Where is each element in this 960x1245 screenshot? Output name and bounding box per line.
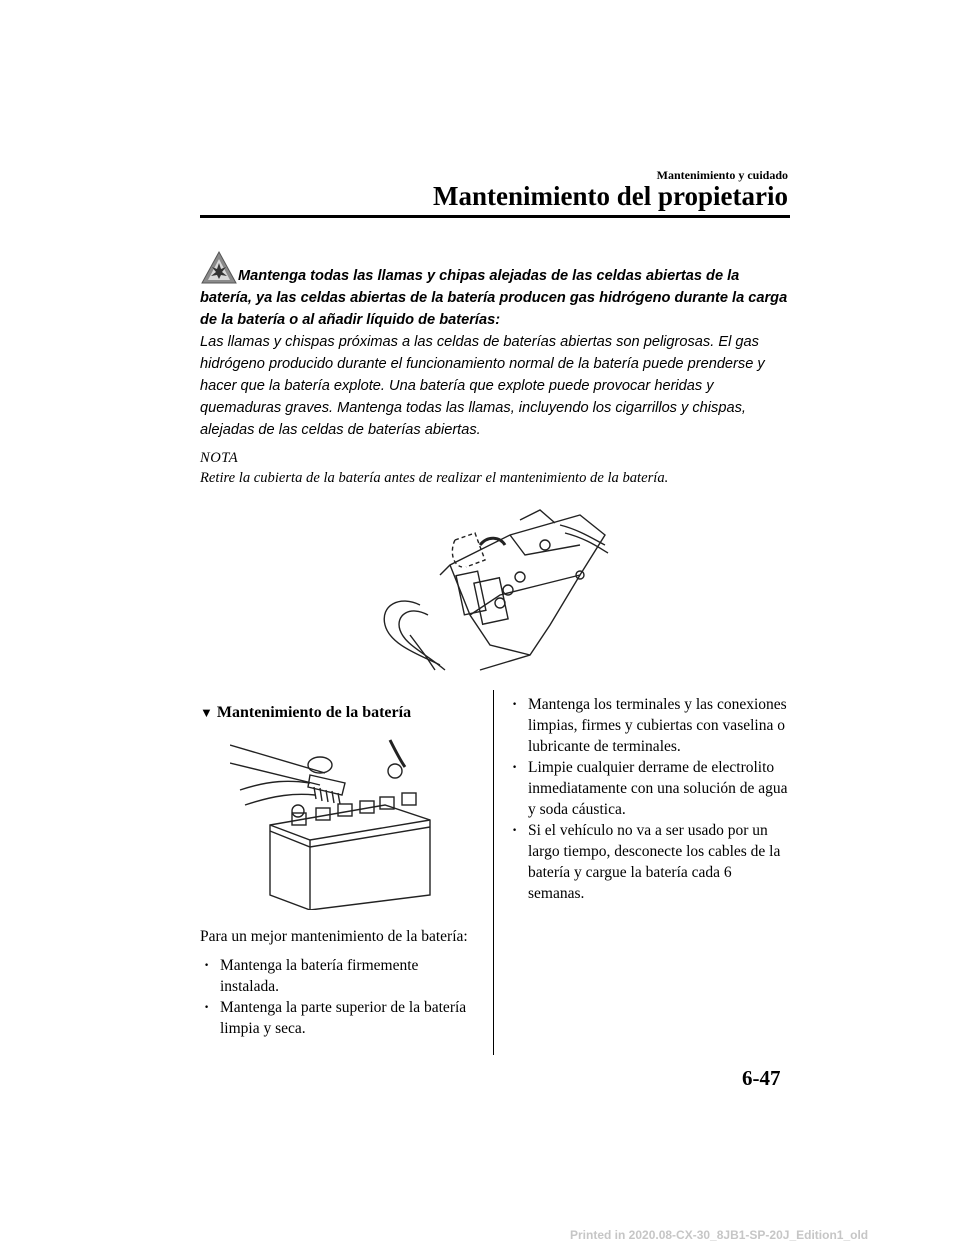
bullet-list-right xyxy=(510,694,790,904)
list-item-text: Limpie cualquier derrame de electrolito inmediatamente con una solución de agua y soda cáustica. xyxy=(528,759,788,818)
right-column xyxy=(510,694,790,904)
bullet-glyph: · xyxy=(512,822,518,839)
bullet-glyph: · xyxy=(204,999,210,1016)
section-marker: ▼ xyxy=(200,705,213,720)
running-header-section: Mantenimiento y cuidado xyxy=(656,168,788,182)
battery-cleaning-illustration xyxy=(230,735,445,910)
bullet-glyph: · xyxy=(512,759,518,776)
warning-title: Mantenga todas las llamas y chipas alejadas de las celdas abiertas de la batería, ya las celdas abiertas de la batería producen gas hidrógeno durante la carga de la batería o al añadir líquido de baterías: xyxy=(200,268,788,328)
column-divider xyxy=(493,690,494,1055)
section-heading-text: Mantenimiento de la batería xyxy=(216,704,412,721)
header-rule xyxy=(200,215,790,218)
explosion-hazard-icon xyxy=(200,250,238,286)
print-footer: Printed in 2020.08-CX-30_8JB1-SP-20J_Edition1_old xyxy=(570,1228,869,1242)
battery-cover-illustration xyxy=(380,505,610,675)
list-item-text: Mantenga la batería firmemente instalada. xyxy=(220,957,419,995)
bullet-list-left xyxy=(200,955,475,1039)
list-item xyxy=(200,955,475,997)
list-item xyxy=(200,997,475,1039)
bullet-glyph: · xyxy=(204,957,210,974)
list-item-text: Mantenga la parte superior de la batería limpia y seca. xyxy=(220,999,467,1037)
page-number: 6-47 xyxy=(742,1066,781,1090)
bullet-glyph: · xyxy=(512,696,518,713)
warning-body: Las llamas y chispas próximas a las celdas de baterías abiertas son peligrosas. El gas hidrógeno producido durante el funcionamiento normal de la batería puede prenderse y hacer que la batería explote. Una batería que explote puede provocar heridas y quemaduras graves. Mantenga todas las llamas, incluyendo los cigarrillos y chispas, alejadas de las celdas de baterías abiertas. xyxy=(200,334,765,438)
warning-block xyxy=(200,250,790,441)
left-column xyxy=(200,702,475,1039)
list-item-text: Mantenga los terminales y las conexiones limpias, firmes y cubiertas con vaselina o lubricante de terminales. xyxy=(528,696,787,755)
section-intro: Para un mejor mantenimiento de la batería: xyxy=(200,928,468,945)
section-heading xyxy=(200,702,475,723)
list-item-text: Si el vehículo no va a ser usado por un largo tiempo, desconecte los cables de la batería y cargue la batería cada 6 semanas. xyxy=(528,822,781,902)
page-title: Mantenimiento del propietario xyxy=(433,181,788,211)
list-item xyxy=(510,694,790,757)
list-item xyxy=(510,820,790,904)
note-text: Retire la cubierta de la batería antes de realizar el mantenimiento de la batería. xyxy=(200,470,669,486)
note-label: NOTA xyxy=(200,450,239,466)
list-item xyxy=(510,757,790,820)
